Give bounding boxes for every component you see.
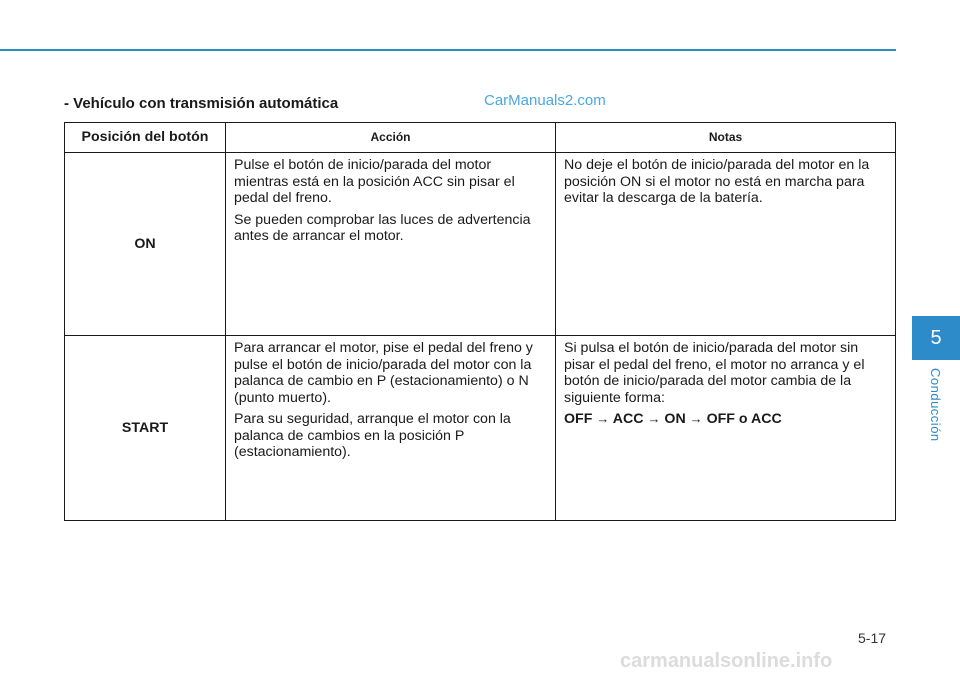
section-heading: - Vehículo con transmisión automática <box>64 95 339 112</box>
mode-acc: ACC <box>612 411 644 427</box>
arrow-right-icon: → <box>596 411 610 426</box>
position-cell-on: ON <box>65 153 226 336</box>
notes-text: Si pulsa el botón de inicio/parada del motor sin pisar el pedal del freno, el motor no arranca y el botón de inicio/parada del motor cambia de la siguiente forma: <box>564 340 865 406</box>
mode-sequence <box>564 411 887 428</box>
header-notes: Notas <box>556 123 896 153</box>
top-rule <box>0 49 896 51</box>
action-text: Para su seguridad, arranque el motor con la palanca de cambios en la posición P (estacionamiento). <box>234 411 511 460</box>
chapter-label: Conducción <box>928 368 943 442</box>
table-header-row <box>65 123 896 153</box>
watermark-top: CarManuals2.com <box>484 92 606 109</box>
chapter-number: 5 <box>930 326 942 349</box>
notes-cell-start <box>556 336 896 521</box>
header-action: Acción <box>226 123 556 153</box>
header-position: Posición del botón <box>65 123 226 153</box>
action-text: Para arrancar el motor, pise el pedal del freno y pulse el botón de inicio/parada del motor con la palanca de cambio en P (estacionamiento) o N (punto muerto). <box>234 340 533 406</box>
arrow-right-icon: → <box>647 411 661 426</box>
mode-off: OFF <box>564 411 593 427</box>
action-cell-on <box>226 153 556 336</box>
page-number: 5-17 <box>858 630 887 646</box>
table-row-start <box>65 336 896 521</box>
mode-on: ON <box>664 411 686 427</box>
action-cell-start <box>226 336 556 521</box>
mode-off-or-acc: OFF o ACC <box>706 411 782 427</box>
button-position-table <box>64 122 896 521</box>
table-row-on <box>65 153 896 336</box>
notes-text: No deje el botón de inicio/parada del motor en la posición ON si el motor no está en marcha para evitar la descarga de la batería. <box>564 157 870 206</box>
notes-cell-on <box>556 153 896 336</box>
chapter-tab <box>912 316 960 360</box>
watermark-bottom: carmanualsonline.info <box>620 650 833 672</box>
arrow-right-icon: → <box>689 411 703 426</box>
action-text: Se pueden comprobar las luces de advertencia antes de arrancar el motor. <box>234 211 531 244</box>
action-text: Pulse el botón de inicio/parada del motor mientras está en la posición ACC sin pisar el pedal del freno. <box>234 157 515 206</box>
position-cell-start: START <box>65 336 226 521</box>
